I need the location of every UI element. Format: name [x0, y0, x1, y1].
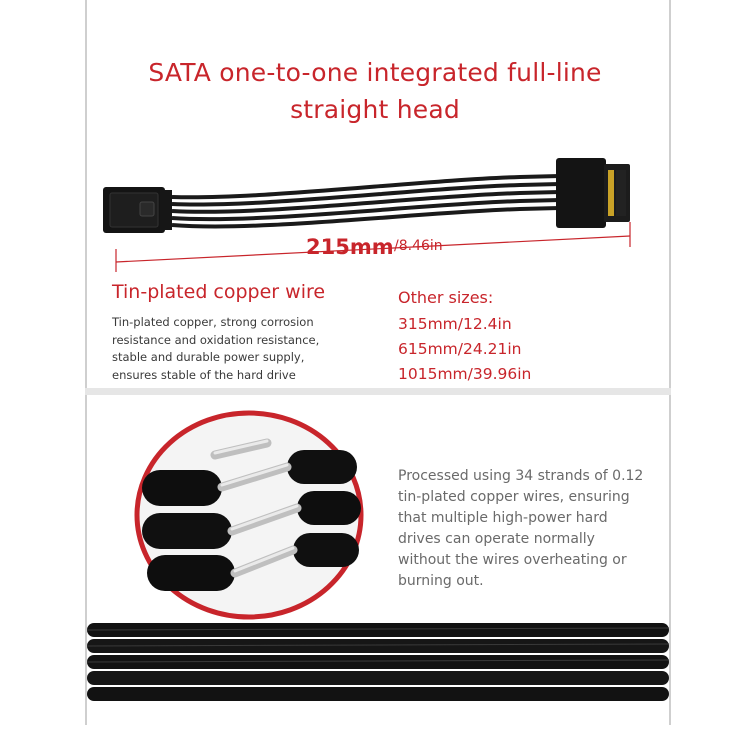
- flat-cable: [87, 623, 669, 701]
- feature-desc-line: resistance and oxidation resistance,: [112, 332, 320, 347]
- process-line: that multiple high-power hard: [398, 510, 608, 526]
- feature-desc-line: Tin-plated copper, strong corrosion: [112, 315, 314, 329]
- process-description: [398, 466, 658, 592]
- size-item: 315mm/12.4in: [398, 315, 512, 333]
- process-line: burning out.: [398, 573, 484, 589]
- feature-desc-line: ensures stable of the hard drive: [112, 367, 296, 382]
- sizes-list: [398, 312, 531, 387]
- process-line: drives can operate normally: [398, 531, 595, 547]
- sizes-title: Other sizes:: [398, 288, 494, 307]
- cable-wires: [172, 176, 560, 226]
- feature-desc-line: stable and durable power supply,: [112, 350, 305, 364]
- magnified-strands: [137, 413, 361, 617]
- feature-description: [112, 314, 362, 384]
- left-connector: [103, 187, 172, 233]
- length-imperial: /8.46in: [394, 238, 443, 254]
- process-line: Processed using 34 strands of 0.12: [398, 468, 644, 484]
- length-metric: 215mm: [306, 235, 394, 259]
- size-item: 615mm/24.21in: [398, 340, 522, 358]
- title-line-1: SATA one-to-one integrated full-line: [148, 58, 602, 87]
- feature-title: Tin-plated copper wire: [112, 281, 326, 303]
- process-line: without the wires overheating or: [398, 552, 627, 568]
- size-item: 1015mm/39.96in: [398, 365, 532, 383]
- right-connector: [556, 158, 630, 228]
- process-line: tin-plated copper wires, ensuring: [398, 489, 630, 505]
- panel-divider: [85, 388, 671, 395]
- title-line-2: straight head: [290, 95, 460, 124]
